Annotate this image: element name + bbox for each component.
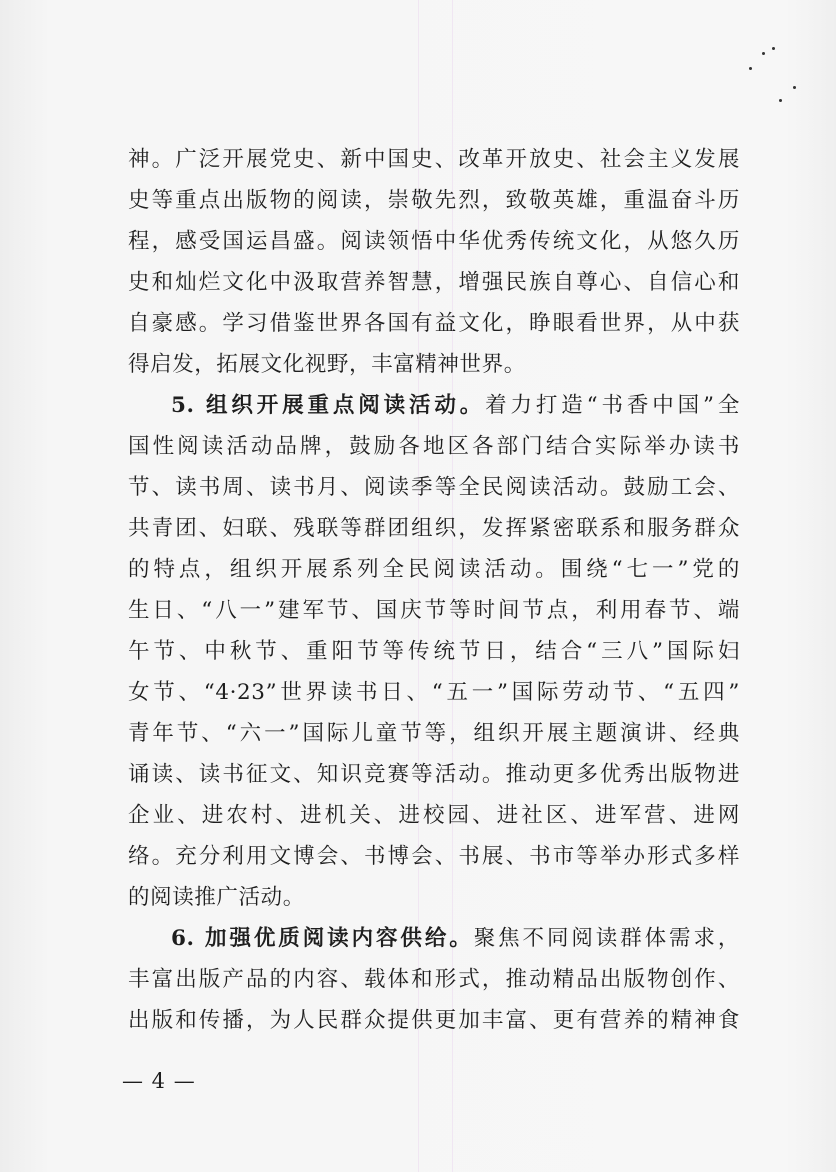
text-line: 国性阅读活动品牌，鼓励各地区各部门结合实际举办读书: [128, 434, 740, 459]
text-line: [128, 385, 740, 426]
text-line: 生日、“八一”建军节、国庆节等时间节点，利用春节、端: [128, 598, 740, 623]
text-line: [128, 918, 740, 959]
text-line: 自豪感。学习借鉴世界各国有益文化，睁眼看世界，从中获: [128, 311, 740, 336]
heading-line-rest: 聚焦不同阅读群体需求，: [473, 926, 740, 951]
scan-speck: [749, 67, 752, 70]
text-line: 史和灿烂文化中汲取营养智慧，增强民族自尊心、自信心和: [128, 270, 740, 295]
text-line: 神。广泛开展党史、新中国史、改革开放史、社会主义发展: [128, 147, 740, 172]
text-line: 午节、中秋节、重阳节等传统节日，结合“三八”国际妇: [128, 639, 740, 664]
scan-speck: [762, 52, 765, 55]
text-line: 节、读书周、读书月、阅读季等全民阅读活动。鼓励工会、: [128, 475, 740, 500]
section-heading: 6. 加强优质阅读内容供给。: [171, 926, 474, 951]
text-line: 的特点，组织开展系列全民阅读活动。围绕“七一”党的: [128, 557, 740, 582]
text-line: 络。充分利用文博会、书博会、书展、书市等举办形式多样: [128, 844, 740, 869]
text-line: 得启发，拓展文化视野，丰富精神世界。: [128, 352, 526, 377]
text-line: 共青团、妇联、残联等群团组织，发挥紧密联系和服务群众: [128, 516, 740, 541]
scan-speck: [772, 47, 775, 50]
paragraph-1: [128, 139, 740, 385]
paragraph-2: [128, 385, 740, 918]
section-heading: 5. 组织开展重点阅读活动。: [171, 393, 486, 418]
scan-speck: [779, 99, 782, 102]
text-line: 的阅读推广活动。: [128, 885, 305, 910]
text-line: 出版和传播，为人民群众提供更加丰富、更有营养的精神食: [128, 1008, 740, 1033]
heading-line-rest: 着力打造“书香中国”全: [485, 393, 740, 418]
text-line: 史等重点出版物的阅读，崇敬先烈，致敬英雄，重温奋斗历: [128, 188, 740, 213]
text-line: 丰富出版产品的内容、载体和形式，推动精品出版物创作、: [128, 967, 740, 992]
text-line: 程，感受国运昌盛。阅读领悟中华优秀传统文化，从悠久历: [128, 229, 740, 254]
scan-speck: [793, 86, 796, 89]
paragraph-3: [128, 918, 740, 1041]
body-text: [128, 139, 740, 1041]
text-line: 青年节、“六一”国际儿童节等，组织开展主题演讲、经典: [128, 721, 740, 746]
text-line: 企业、进农村、进机关、进校园、进社区、进军营、进网: [128, 803, 740, 828]
page-number: — 4 —: [122, 1069, 196, 1093]
text-line: 女节、“4·23”世界读书日、“五一”国际劳动节、“五四”: [128, 680, 740, 705]
text-line: 诵读、读书征文、知识竞赛等活动。推动更多优秀出版物进: [128, 762, 740, 787]
